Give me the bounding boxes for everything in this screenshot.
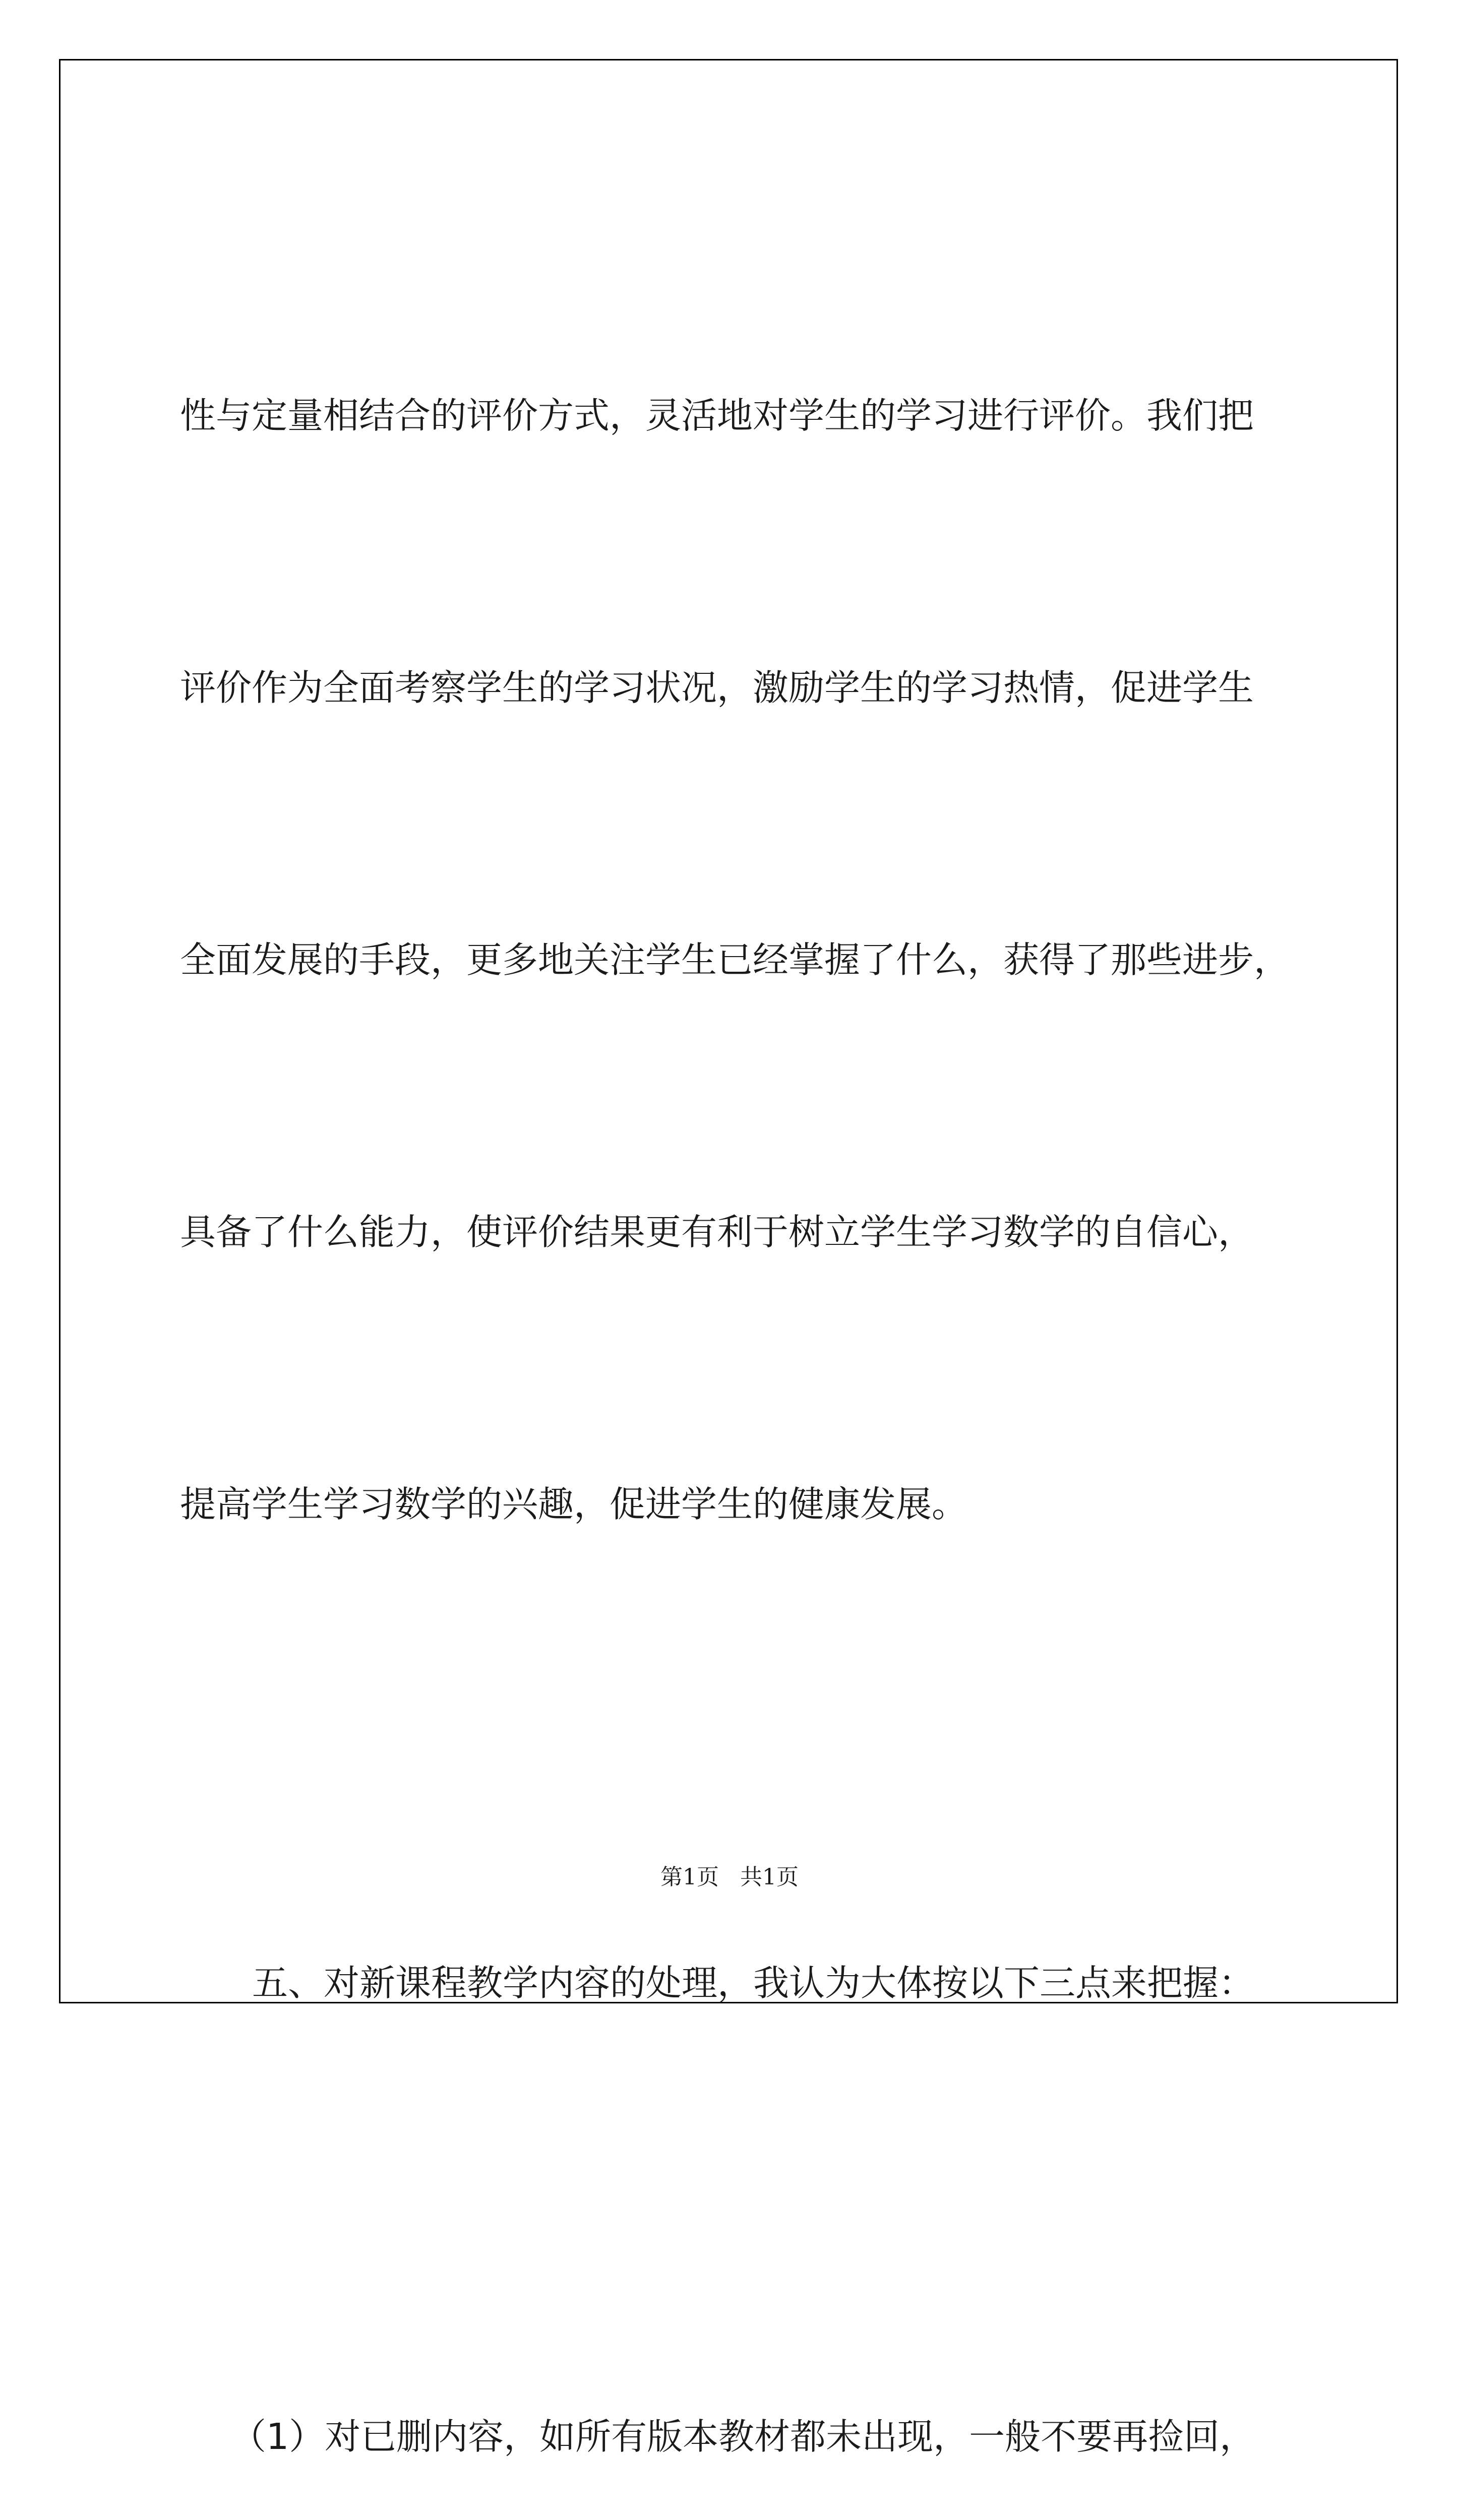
text-line: 五、对新课程教学内容的处理，我认为大体按以下三点来把握： — [252, 1962, 1255, 2004]
page-footer — [0, 1862, 1459, 1893]
text-line: 具备了什么能力，使评价结果更有利于树立学生学习数学的自信心， — [180, 1211, 1254, 1253]
text-line: 评价作为全面考察学生的学习状况，激励学生的学习热情，促进学生 — [180, 667, 1254, 709]
paragraph-item-1 — [180, 2210, 1289, 2520]
page-total: 共1页 — [740, 1864, 799, 1890]
page-number: 第1页 — [660, 1864, 719, 1890]
text-line: 提高学生学习数学的兴趣，促进学生的健康发展。 — [180, 1483, 968, 1525]
paragraph-section-five-heading — [180, 1756, 1289, 2210]
text-line: 性与定量相结合的评价方式，灵活地对学生的学习进行评价。我们把 — [180, 395, 1254, 436]
document-body — [180, 189, 1289, 2520]
text-line: 全面发展的手段，更多地关注学生已经掌握了什么，获得了那些进步， — [180, 939, 1290, 981]
text-line: （1）对已删内容，如所有版本教材都未出现，一般不要再捡回， — [230, 2416, 1256, 2458]
paragraph-evaluation — [180, 189, 1289, 1731]
